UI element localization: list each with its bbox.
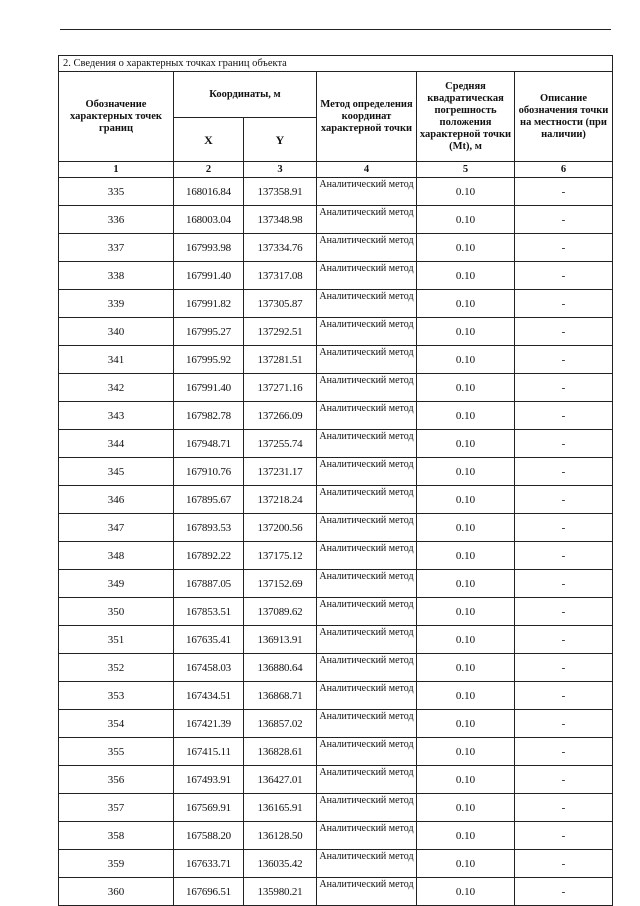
table-row bbox=[59, 346, 613, 374]
error-cell: 0.10 bbox=[417, 262, 515, 290]
x-coordinate-cell: 167991.82 bbox=[174, 290, 244, 318]
table-row bbox=[59, 738, 613, 766]
error-cell: 0.10 bbox=[417, 794, 515, 822]
table-row bbox=[59, 878, 613, 906]
method-cell: Аналитический метод bbox=[317, 486, 417, 514]
description-cell: - bbox=[515, 822, 613, 850]
x-coordinate-cell: 167910.76 bbox=[174, 458, 244, 486]
method-header: Метод определения координат характерной точки bbox=[317, 72, 417, 162]
error-cell: 0.10 bbox=[417, 290, 515, 318]
y-coordinate-cell: 137200.56 bbox=[244, 514, 317, 542]
table-body bbox=[59, 178, 613, 906]
point-id-cell: 336 bbox=[59, 206, 174, 234]
method-cell: Аналитический метод bbox=[317, 178, 417, 206]
y-coordinate-cell: 137231.17 bbox=[244, 458, 317, 486]
description-cell: - bbox=[515, 206, 613, 234]
x-coordinate-cell: 167415.11 bbox=[174, 738, 244, 766]
x-coordinate-cell: 167853.51 bbox=[174, 598, 244, 626]
y-coordinate-cell: 137175.12 bbox=[244, 542, 317, 570]
y-coordinate-cell: 136868.71 bbox=[244, 682, 317, 710]
method-cell: Аналитический метод bbox=[317, 430, 417, 458]
description-cell: - bbox=[515, 710, 613, 738]
method-cell: Аналитический метод bbox=[317, 682, 417, 710]
point-id-cell: 357 bbox=[59, 794, 174, 822]
y-coordinate-cell: 137271.16 bbox=[244, 374, 317, 402]
point-id-cell: 360 bbox=[59, 878, 174, 906]
error-cell: 0.10 bbox=[417, 206, 515, 234]
error-cell: 0.10 bbox=[417, 878, 515, 906]
method-cell: Аналитический метод bbox=[317, 458, 417, 486]
error-cell: 0.10 bbox=[417, 458, 515, 486]
description-cell: - bbox=[515, 486, 613, 514]
error-cell: 0.10 bbox=[417, 514, 515, 542]
description-cell: - bbox=[515, 234, 613, 262]
x-coordinate-cell: 167633.71 bbox=[174, 850, 244, 878]
point-id-cell: 352 bbox=[59, 654, 174, 682]
description-cell: - bbox=[515, 570, 613, 598]
table-row bbox=[59, 374, 613, 402]
description-cell: - bbox=[515, 262, 613, 290]
column-number: 5 bbox=[417, 162, 515, 178]
x-coordinate-cell: 168003.04 bbox=[174, 206, 244, 234]
section-caption: 2. Сведения о характерных точках границ объекта bbox=[59, 56, 613, 72]
y-header: Y bbox=[244, 118, 317, 162]
table-row bbox=[59, 710, 613, 738]
y-coordinate-cell: 136165.91 bbox=[244, 794, 317, 822]
column-number: 1 bbox=[59, 162, 174, 178]
method-cell: Аналитический метод bbox=[317, 290, 417, 318]
description-cell: - bbox=[515, 682, 613, 710]
point-id-cell: 345 bbox=[59, 458, 174, 486]
y-coordinate-cell: 137281.51 bbox=[244, 346, 317, 374]
y-coordinate-cell: 137358.91 bbox=[244, 178, 317, 206]
method-cell: Аналитический метод bbox=[317, 402, 417, 430]
method-cell: Аналитический метод bbox=[317, 794, 417, 822]
description-cell: - bbox=[515, 430, 613, 458]
point-id-cell: 353 bbox=[59, 682, 174, 710]
point-id-cell: 348 bbox=[59, 542, 174, 570]
table-row bbox=[59, 290, 613, 318]
boundary-points-table bbox=[58, 55, 613, 906]
y-coordinate-cell: 137305.87 bbox=[244, 290, 317, 318]
x-coordinate-cell: 167995.92 bbox=[174, 346, 244, 374]
table-row bbox=[59, 598, 613, 626]
x-coordinate-cell: 167588.20 bbox=[174, 822, 244, 850]
method-cell: Аналитический метод bbox=[317, 374, 417, 402]
error-cell: 0.10 bbox=[417, 486, 515, 514]
y-coordinate-cell: 136857.02 bbox=[244, 710, 317, 738]
column-number: 6 bbox=[515, 162, 613, 178]
y-coordinate-cell: 137292.51 bbox=[244, 318, 317, 346]
point-id-cell: 349 bbox=[59, 570, 174, 598]
x-coordinate-cell: 167421.39 bbox=[174, 710, 244, 738]
point-id-cell: 340 bbox=[59, 318, 174, 346]
error-cell: 0.10 bbox=[417, 234, 515, 262]
y-coordinate-cell: 136828.61 bbox=[244, 738, 317, 766]
method-cell: Аналитический метод bbox=[317, 318, 417, 346]
y-coordinate-cell: 137317.08 bbox=[244, 262, 317, 290]
point-id-cell: 355 bbox=[59, 738, 174, 766]
error-cell: 0.10 bbox=[417, 542, 515, 570]
description-cell: - bbox=[515, 878, 613, 906]
point-id-cell: 354 bbox=[59, 710, 174, 738]
column-number: 3 bbox=[244, 162, 317, 178]
method-cell: Аналитический метод bbox=[317, 262, 417, 290]
table-row bbox=[59, 234, 613, 262]
point-id-cell: 337 bbox=[59, 234, 174, 262]
error-cell: 0.10 bbox=[417, 766, 515, 794]
error-cell: 0.10 bbox=[417, 626, 515, 654]
description-cell: - bbox=[515, 402, 613, 430]
description-cell: - bbox=[515, 290, 613, 318]
x-coordinate-cell: 168016.84 bbox=[174, 178, 244, 206]
method-cell: Аналитический метод bbox=[317, 234, 417, 262]
description-cell: - bbox=[515, 654, 613, 682]
column-number: 2 bbox=[174, 162, 244, 178]
table-row bbox=[59, 766, 613, 794]
y-coordinate-cell: 137089.62 bbox=[244, 598, 317, 626]
y-coordinate-cell: 137266.09 bbox=[244, 402, 317, 430]
description-cell: - bbox=[515, 766, 613, 794]
description-cell: - bbox=[515, 626, 613, 654]
table-row bbox=[59, 654, 613, 682]
x-coordinate-cell: 167895.67 bbox=[174, 486, 244, 514]
table-row bbox=[59, 626, 613, 654]
table-row bbox=[59, 402, 613, 430]
table-row bbox=[59, 542, 613, 570]
description-cell: - bbox=[515, 178, 613, 206]
error-cell: 0.10 bbox=[417, 570, 515, 598]
method-cell: Аналитический метод bbox=[317, 570, 417, 598]
method-cell: Аналитический метод bbox=[317, 598, 417, 626]
point-id-cell: 356 bbox=[59, 766, 174, 794]
description-cell: - bbox=[515, 346, 613, 374]
error-cell: 0.10 bbox=[417, 654, 515, 682]
table-row bbox=[59, 486, 613, 514]
y-coordinate-cell: 137334.76 bbox=[244, 234, 317, 262]
method-cell: Аналитический метод bbox=[317, 710, 417, 738]
table-row bbox=[59, 206, 613, 234]
error-cell: 0.10 bbox=[417, 402, 515, 430]
method-cell: Аналитический метод bbox=[317, 346, 417, 374]
point-id-cell: 350 bbox=[59, 598, 174, 626]
header-rule bbox=[60, 29, 611, 30]
table-row bbox=[59, 570, 613, 598]
column-numbers-row bbox=[59, 162, 613, 178]
x-header: X bbox=[174, 118, 244, 162]
y-coordinate-cell: 135980.21 bbox=[244, 878, 317, 906]
x-coordinate-cell: 167948.71 bbox=[174, 430, 244, 458]
table-row bbox=[59, 682, 613, 710]
method-cell: Аналитический метод bbox=[317, 654, 417, 682]
error-cell: 0.10 bbox=[417, 178, 515, 206]
error-header: Средняя квадратическая погрешность положения характерной точки (Mt), м bbox=[417, 72, 515, 162]
x-coordinate-cell: 167995.27 bbox=[174, 318, 244, 346]
x-coordinate-cell: 167982.78 bbox=[174, 402, 244, 430]
error-cell: 0.10 bbox=[417, 682, 515, 710]
method-cell: Аналитический метод bbox=[317, 738, 417, 766]
x-coordinate-cell: 167434.51 bbox=[174, 682, 244, 710]
table-header bbox=[59, 56, 613, 178]
point-id-cell: 335 bbox=[59, 178, 174, 206]
table-row bbox=[59, 458, 613, 486]
designation-header: Обозначение характерных точек границ bbox=[59, 72, 174, 162]
description-cell: - bbox=[515, 850, 613, 878]
description-cell: - bbox=[515, 542, 613, 570]
description-cell: - bbox=[515, 318, 613, 346]
error-cell: 0.10 bbox=[417, 850, 515, 878]
error-cell: 0.10 bbox=[417, 318, 515, 346]
method-cell: Аналитический метод bbox=[317, 878, 417, 906]
point-id-cell: 342 bbox=[59, 374, 174, 402]
y-coordinate-cell: 136128.50 bbox=[244, 822, 317, 850]
y-coordinate-cell: 137218.24 bbox=[244, 486, 317, 514]
x-coordinate-cell: 167991.40 bbox=[174, 262, 244, 290]
y-coordinate-cell: 137255.74 bbox=[244, 430, 317, 458]
point-id-cell: 344 bbox=[59, 430, 174, 458]
coordinates-header: Координаты, м bbox=[174, 72, 317, 118]
y-coordinate-cell: 137152.69 bbox=[244, 570, 317, 598]
x-coordinate-cell: 167493.91 bbox=[174, 766, 244, 794]
y-coordinate-cell: 136880.64 bbox=[244, 654, 317, 682]
point-id-cell: 343 bbox=[59, 402, 174, 430]
point-id-cell: 341 bbox=[59, 346, 174, 374]
method-cell: Аналитический метод bbox=[317, 766, 417, 794]
x-coordinate-cell: 167887.05 bbox=[174, 570, 244, 598]
error-cell: 0.10 bbox=[417, 822, 515, 850]
table-row bbox=[59, 318, 613, 346]
x-coordinate-cell: 167893.53 bbox=[174, 514, 244, 542]
x-coordinate-cell: 167696.51 bbox=[174, 878, 244, 906]
point-id-cell: 338 bbox=[59, 262, 174, 290]
method-cell: Аналитический метод bbox=[317, 626, 417, 654]
table-row bbox=[59, 514, 613, 542]
y-coordinate-cell: 136035.42 bbox=[244, 850, 317, 878]
point-id-cell: 359 bbox=[59, 850, 174, 878]
column-number: 4 bbox=[317, 162, 417, 178]
x-coordinate-cell: 167991.40 bbox=[174, 374, 244, 402]
method-cell: Аналитический метод bbox=[317, 850, 417, 878]
description-cell: - bbox=[515, 598, 613, 626]
point-id-cell: 358 bbox=[59, 822, 174, 850]
y-coordinate-cell: 137348.98 bbox=[244, 206, 317, 234]
error-cell: 0.10 bbox=[417, 598, 515, 626]
x-coordinate-cell: 167569.91 bbox=[174, 794, 244, 822]
x-coordinate-cell: 167892.22 bbox=[174, 542, 244, 570]
table-row bbox=[59, 822, 613, 850]
method-cell: Аналитический метод bbox=[317, 542, 417, 570]
table-row bbox=[59, 262, 613, 290]
point-id-cell: 346 bbox=[59, 486, 174, 514]
method-cell: Аналитический метод bbox=[317, 514, 417, 542]
y-coordinate-cell: 136913.91 bbox=[244, 626, 317, 654]
x-coordinate-cell: 167993.98 bbox=[174, 234, 244, 262]
error-cell: 0.10 bbox=[417, 374, 515, 402]
x-coordinate-cell: 167635.41 bbox=[174, 626, 244, 654]
method-cell: Аналитический метод bbox=[317, 822, 417, 850]
point-id-cell: 347 bbox=[59, 514, 174, 542]
table-row bbox=[59, 850, 613, 878]
table-row bbox=[59, 178, 613, 206]
y-coordinate-cell: 136427.01 bbox=[244, 766, 317, 794]
point-id-cell: 351 bbox=[59, 626, 174, 654]
point-id-cell: 339 bbox=[59, 290, 174, 318]
error-cell: 0.10 bbox=[417, 738, 515, 766]
table-row bbox=[59, 794, 613, 822]
table-row bbox=[59, 430, 613, 458]
x-coordinate-cell: 167458.03 bbox=[174, 654, 244, 682]
description-header: Описание обозначения точки на местности (при наличии) bbox=[515, 72, 613, 162]
method-cell: Аналитический метод bbox=[317, 206, 417, 234]
description-cell: - bbox=[515, 514, 613, 542]
description-cell: - bbox=[515, 738, 613, 766]
error-cell: 0.10 bbox=[417, 710, 515, 738]
description-cell: - bbox=[515, 794, 613, 822]
error-cell: 0.10 bbox=[417, 430, 515, 458]
description-cell: - bbox=[515, 374, 613, 402]
description-cell: - bbox=[515, 458, 613, 486]
error-cell: 0.10 bbox=[417, 346, 515, 374]
